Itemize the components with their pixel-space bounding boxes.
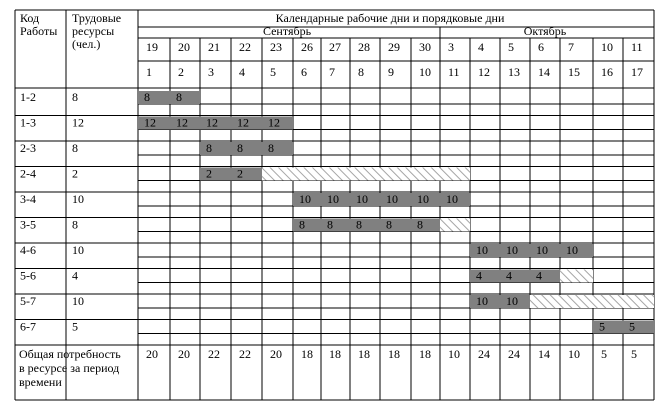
work-code: 6-7 bbox=[20, 319, 36, 334]
bar-label: 10 bbox=[506, 243, 518, 257]
bar-label: 8 bbox=[237, 141, 243, 155]
total-value: 14 bbox=[538, 347, 550, 361]
bar-label: 8 bbox=[327, 217, 333, 232]
total-value: 20 bbox=[146, 347, 158, 361]
time-reserve-bar bbox=[530, 295, 654, 308]
bar-label: 8 bbox=[176, 90, 182, 104]
calendar-date: 4 bbox=[478, 40, 484, 54]
bar-label: 10 bbox=[506, 294, 518, 308]
month-october: Октябрь bbox=[523, 24, 567, 38]
ordinal-day: 16 bbox=[601, 65, 613, 79]
work-code: 2-3 bbox=[20, 141, 36, 155]
work-code: 5-7 bbox=[20, 294, 36, 308]
calendar-title: Календарные рабочие дни и порядковые дни bbox=[275, 11, 505, 25]
work-workers: 8 bbox=[72, 217, 78, 232]
total-value: 10 bbox=[568, 347, 580, 361]
work-bar bbox=[470, 270, 560, 283]
bar-label: 4 bbox=[506, 268, 512, 283]
work-workers: 8 bbox=[72, 90, 78, 104]
bar-label: 4 bbox=[536, 268, 542, 283]
bar-label: 2 bbox=[237, 166, 243, 181]
total-value: 22 bbox=[239, 347, 251, 361]
bar-label: 10 bbox=[566, 243, 578, 257]
bar-label: 10 bbox=[446, 192, 458, 206]
bar-label: 10 bbox=[476, 294, 488, 308]
ordinal-day: 3 bbox=[208, 65, 214, 79]
bar-label: 4 bbox=[476, 268, 482, 283]
calendar-date: 6 bbox=[538, 40, 544, 54]
footer-label-line3: времени bbox=[19, 375, 62, 389]
bar-label: 2 bbox=[206, 166, 212, 181]
total-value: 24 bbox=[508, 347, 520, 361]
bar-label: 12 bbox=[268, 115, 280, 130]
ordinal-day: 17 bbox=[631, 65, 643, 79]
work-workers: 8 bbox=[72, 141, 78, 155]
bar-label: 5 bbox=[629, 319, 635, 334]
calendar-date: 29 bbox=[388, 40, 400, 54]
work-code: 3-5 bbox=[20, 217, 36, 232]
ordinal-day: 4 bbox=[239, 65, 245, 79]
bar-label: 12 bbox=[237, 115, 249, 130]
ordinal-days-row bbox=[146, 65, 643, 79]
bar-label: 8 bbox=[386, 217, 392, 232]
total-value: 18 bbox=[388, 347, 400, 361]
calendar-date: 20 bbox=[178, 40, 190, 54]
bar-label: 10 bbox=[356, 192, 368, 206]
work-bar bbox=[200, 142, 293, 155]
work-workers: 12 bbox=[72, 115, 84, 130]
work-workers: 10 bbox=[72, 243, 84, 257]
work-code: 1-3 bbox=[20, 115, 36, 130]
calendar-date: 27 bbox=[329, 40, 341, 54]
total-value: 18 bbox=[301, 347, 313, 361]
total-value: 24 bbox=[478, 347, 490, 361]
calendar-dates-row bbox=[146, 40, 643, 54]
work-code: 4-6 bbox=[20, 243, 36, 257]
bar-label: 5 bbox=[599, 319, 605, 334]
resources-header-line2: ресурсы bbox=[72, 24, 115, 38]
bar-label: 8 bbox=[356, 217, 362, 232]
work-code: 3-4 bbox=[20, 192, 36, 206]
bar-label: 12 bbox=[144, 115, 156, 130]
ordinal-day: 11 bbox=[448, 65, 460, 79]
calendar-date: 28 bbox=[358, 40, 370, 54]
calendar-date: 21 bbox=[208, 40, 220, 54]
code-header-line2: Работы bbox=[20, 24, 58, 38]
ordinal-day: 6 bbox=[301, 65, 307, 79]
footer-label-line1: Общая потребность bbox=[19, 347, 121, 361]
bar-label: 10 bbox=[536, 243, 548, 257]
work-workers: 4 bbox=[72, 268, 78, 283]
total-value: 18 bbox=[358, 347, 370, 361]
time-reserve-bar bbox=[440, 219, 470, 232]
total-value: 18 bbox=[419, 347, 431, 361]
ordinal-day: 9 bbox=[388, 65, 394, 79]
ordinal-day: 14 bbox=[538, 65, 550, 79]
bar-label: 8 bbox=[417, 217, 423, 232]
calendar-date: 23 bbox=[270, 40, 282, 54]
calendar-date: 19 bbox=[146, 40, 158, 54]
work-workers: 10 bbox=[72, 192, 84, 206]
calendar-date: 11 bbox=[631, 40, 643, 54]
work-code: 2-4 bbox=[20, 166, 36, 181]
calendar-date: 5 bbox=[508, 40, 514, 54]
ordinal-day: 10 bbox=[419, 65, 431, 79]
ordinal-day: 7 bbox=[329, 65, 335, 79]
total-value: 18 bbox=[329, 347, 341, 361]
total-value: 10 bbox=[448, 347, 460, 361]
month-september: Сентябрь bbox=[262, 24, 312, 38]
ordinal-day: 1 bbox=[146, 65, 152, 79]
calendar-date: 7 bbox=[568, 40, 574, 54]
code-header-line1: Код bbox=[20, 11, 40, 25]
bar-label: 8 bbox=[299, 217, 305, 232]
calendar-date: 10 bbox=[601, 40, 613, 54]
bar-label: 12 bbox=[176, 115, 188, 130]
footer-label-line2: в ресурсе за период bbox=[19, 361, 120, 375]
bar-label: 10 bbox=[417, 192, 429, 206]
work-code: 5-6 bbox=[20, 268, 36, 283]
work-code: 1-2 bbox=[20, 90, 36, 104]
bar-label: 10 bbox=[327, 192, 339, 206]
resources-header-line3: (чел.) bbox=[72, 37, 101, 51]
bar-label: 10 bbox=[476, 243, 488, 257]
footer-label bbox=[19, 347, 121, 389]
total-value: 5 bbox=[631, 347, 637, 361]
ordinal-day: 2 bbox=[178, 65, 184, 79]
bar-label: 10 bbox=[299, 192, 311, 206]
ordinal-day: 15 bbox=[568, 65, 580, 79]
total-value: 22 bbox=[208, 347, 220, 361]
bar-label: 8 bbox=[144, 90, 150, 104]
time-reserve-bar bbox=[262, 168, 470, 181]
total-value: 20 bbox=[270, 347, 282, 361]
calendar-date: 22 bbox=[239, 40, 251, 54]
bar-label: 10 bbox=[386, 192, 398, 206]
calendar-date: 3 bbox=[448, 40, 454, 54]
bar-label: 8 bbox=[268, 141, 274, 155]
calendar-date: 30 bbox=[419, 40, 431, 54]
work-bar bbox=[293, 193, 470, 206]
work-workers: 5 bbox=[72, 319, 78, 334]
time-reserve-bar bbox=[560, 270, 593, 283]
bar-label: 8 bbox=[206, 141, 212, 155]
resources-header-line1: Трудовые bbox=[72, 11, 122, 25]
total-value: 20 bbox=[178, 347, 190, 361]
ordinal-day: 13 bbox=[508, 65, 520, 79]
total-value: 5 bbox=[601, 347, 607, 361]
bar-label: 12 bbox=[206, 115, 218, 130]
ordinal-day: 5 bbox=[270, 65, 276, 79]
ordinal-day: 12 bbox=[478, 65, 490, 79]
calendar-date: 26 bbox=[301, 40, 313, 54]
work-workers: 10 bbox=[72, 294, 84, 308]
work-workers: 2 bbox=[72, 166, 78, 181]
ordinal-day: 8 bbox=[358, 65, 364, 79]
totals-row bbox=[146, 347, 637, 361]
